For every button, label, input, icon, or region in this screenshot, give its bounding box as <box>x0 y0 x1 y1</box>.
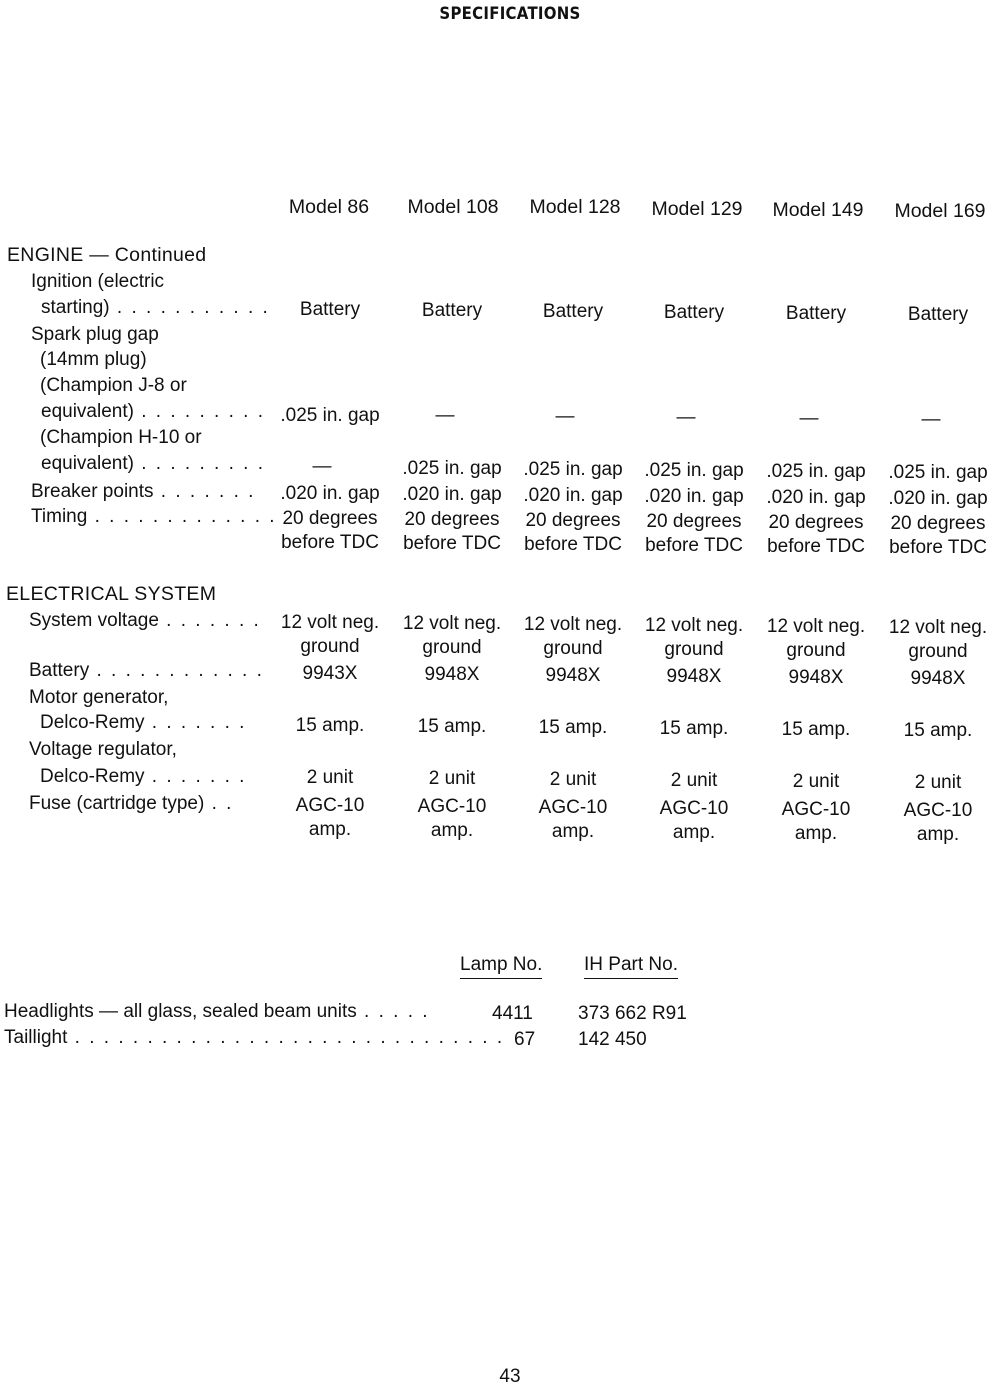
battery-value: 9948X <box>788 667 844 688</box>
system-voltage-value: 12 volt neg. ground <box>280 612 380 657</box>
battery-value: 9948X <box>910 668 966 689</box>
timing-value: 20 degrees before TDC <box>889 513 987 558</box>
motor-generator-value: 15 amp. <box>781 719 851 740</box>
system-voltage-label: System voltage . . . . . . . <box>29 610 261 631</box>
ignition-label: starting) . . . . . . . . . . . <box>41 297 270 318</box>
breaker-value: .020 in. gap <box>888 488 988 509</box>
headlights-part-number: 373 662 R91 <box>578 1003 687 1024</box>
spark-plug-label: Spark plug gap <box>31 324 159 345</box>
spark-plug-label: equivalent) . . . . . . . . . <box>41 453 265 474</box>
breaker-value: .020 in. gap <box>766 487 866 508</box>
voltage-regulator-value: 2 unit <box>670 770 718 791</box>
system-voltage-value: 12 volt neg. ground <box>523 614 623 659</box>
spark-j8-value: — <box>921 409 941 430</box>
spark-h10-value: .025 in. gap <box>888 462 988 483</box>
motor-generator-value: 15 amp. <box>417 716 487 737</box>
headlights-lamp-number: 4411 <box>492 1003 533 1024</box>
spark-plug-label: equivalent) . . . . . . . . . <box>41 401 265 422</box>
taillight-lamp-number: 67 <box>514 1029 536 1050</box>
motor-generator-value: 15 amp. <box>659 718 729 739</box>
voltage-regulator-value: 2 unit <box>792 771 840 792</box>
fuse-value: AGC-10 amp. <box>295 795 365 840</box>
system-voltage-value: 12 volt neg. ground <box>888 617 988 662</box>
breaker-value: .020 in. gap <box>402 484 502 505</box>
spark-h10-value: — <box>312 456 332 477</box>
spark-j8-value: — <box>676 407 696 428</box>
timing-value: 20 degrees before TDC <box>281 508 379 553</box>
motor-generator-label: Motor generator, <box>29 687 169 708</box>
ignition-value: Battery <box>907 304 969 325</box>
breaker-value: .020 in. gap <box>523 485 623 506</box>
timing-label: Timing . . . . . . . . . . . . . <box>31 506 277 527</box>
fuse-value: AGC-10 amp. <box>903 800 973 845</box>
breaker-value: .020 in. gap <box>280 483 380 504</box>
battery-value: 9948X <box>666 666 722 687</box>
spark-plug-label: (Champion J-8 or <box>40 375 187 396</box>
headlights-label: Headlights — all glass, sealed beam units . . . . . <box>4 1001 430 1022</box>
spark-h10-value: .025 in. gap <box>766 461 866 482</box>
fuse-label: Fuse (cartridge type) . . <box>29 793 234 814</box>
engine-heading: ENGINE — Continued <box>7 244 207 266</box>
battery-value: 9943X <box>302 663 358 684</box>
ignition-value: Battery <box>663 302 725 323</box>
voltage-regulator-value: 2 unit <box>549 769 597 790</box>
model-header: Model 169 <box>894 200 986 222</box>
spark-h10-value: .025 in. gap <box>523 459 623 480</box>
model-header: Model 108 <box>407 196 499 218</box>
ignition-value: Battery <box>542 301 604 322</box>
voltage-regulator-label: Delco-Remy . . . . . . . <box>40 766 247 787</box>
voltage-regulator-value: 2 unit <box>428 768 476 789</box>
spark-j8-value: — <box>435 405 455 426</box>
taillight-label: Taillight . . . . . . . . . . . . . . . . . . . . . . . . . . . . . . <box>4 1027 505 1048</box>
taillight-part-number: 142 450 <box>578 1029 647 1050</box>
spark-h10-value: .025 in. gap <box>402 458 502 479</box>
battery-value: 9948X <box>424 664 480 685</box>
lamp-number-header: Lamp No. <box>460 954 542 979</box>
ignition-value: Battery <box>299 299 361 320</box>
model-header: Model 129 <box>651 198 743 220</box>
fuse-value: AGC-10 amp. <box>659 798 729 843</box>
fuse-value: AGC-10 amp. <box>538 797 608 842</box>
breaker-value: .020 in. gap <box>644 486 744 507</box>
model-header: Model 149 <box>772 199 864 221</box>
spark-j8-value: .025 in. gap <box>280 405 380 426</box>
part-number-header: IH Part No. <box>584 954 678 979</box>
timing-value: 20 degrees before TDC <box>645 511 743 556</box>
spark-plug-label: (14mm plug) <box>40 349 147 370</box>
spark-j8-value: — <box>799 408 819 429</box>
fuse-value: AGC-10 amp. <box>417 796 487 841</box>
timing-value: 20 degrees before TDC <box>767 512 865 557</box>
breaker-points-label: Breaker points . . . . . . . <box>31 481 256 502</box>
spark-h10-value: .025 in. gap <box>644 460 744 481</box>
page-number: 43 <box>499 1366 521 1387</box>
system-voltage-value: 12 volt neg. ground <box>766 616 866 661</box>
ignition-value: Battery <box>785 303 847 324</box>
motor-generator-value: 15 amp. <box>538 717 608 738</box>
battery-label: Battery . . . . . . . . . . . . <box>29 660 264 681</box>
motor-generator-value: 15 amp. <box>903 720 973 741</box>
motor-generator-value: 15 amp. <box>295 715 365 736</box>
motor-generator-label: Delco-Remy . . . . . . . <box>40 712 247 733</box>
page-title: SPECIFICATIONS <box>439 4 581 24</box>
model-header: Model 86 <box>288 196 370 218</box>
model-header: Model 128 <box>529 196 621 218</box>
voltage-regulator-label: Voltage regulator, <box>29 739 177 760</box>
system-voltage-value: 12 volt neg. ground <box>644 615 744 660</box>
spark-j8-value: — <box>555 406 575 427</box>
electrical-heading: ELECTRICAL SYSTEM <box>6 583 217 605</box>
timing-value: 20 degrees before TDC <box>403 509 501 554</box>
system-voltage-value: 12 volt neg. ground <box>402 613 502 658</box>
spark-plug-label: (Champion H-10 or <box>40 427 202 448</box>
voltage-regulator-value: 2 unit <box>306 767 354 788</box>
timing-value: 20 degrees before TDC <box>524 510 622 555</box>
ignition-value: Battery <box>421 300 483 321</box>
fuse-value: AGC-10 amp. <box>781 799 851 844</box>
battery-value: 9948X <box>545 665 601 686</box>
voltage-regulator-value: 2 unit <box>914 772 962 793</box>
ignition-label: Ignition (electric <box>31 271 165 292</box>
